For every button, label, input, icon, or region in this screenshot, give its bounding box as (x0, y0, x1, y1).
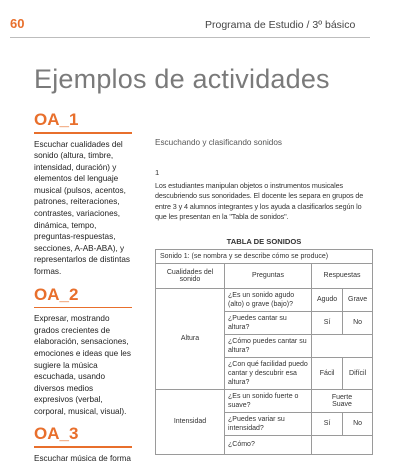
column-header: Preguntas (225, 263, 312, 288)
question-cell: ¿Es un sonido agudo (alto) o grave (bajo)? (225, 288, 312, 311)
question-cell: ¿Cómo puedes cantar su altura? (225, 334, 312, 357)
column-header: Respuestas (312, 263, 373, 288)
answer-option: Fuerte (331, 393, 353, 401)
activity-title: Escuchando y clasificando sonidos (155, 138, 282, 147)
answer-option: Suave (332, 400, 352, 408)
answer-cell: Sí (312, 412, 343, 435)
table-prompt: Sonido 1: (se nombra y se describe cómo se produce) (156, 249, 373, 263)
page-heading: Ejemplos de actividades (34, 64, 330, 94)
table-row (156, 288, 373, 311)
objective-divider (34, 307, 132, 309)
objective-text: Escuchar cualidades del sonido (altura, timbre, intensidad, duración) y elementos del lenguaje musical (pulsos, acentos, patrones, reiteraciones, contrastes, variaciones, dinámica, tempo, preguntas-respuestas, secciones, A-AB-ABA), y representarlos de distintas formas. (34, 139, 131, 277)
objective-title: OA_1 (34, 110, 79, 129)
answer-cell: Agudo (312, 288, 343, 311)
answer-cell (312, 334, 373, 357)
step-number: 1 (155, 168, 160, 177)
header-divider (10, 37, 370, 38)
table-title: TABLA DE SONIDOS (226, 236, 302, 246)
answer-cell: Grave (343, 288, 373, 311)
page-number: 60 (10, 16, 25, 31)
quality-cell: Intensidad (156, 389, 225, 454)
answer-cell: Sí (312, 311, 343, 334)
objective-oa2 (34, 285, 132, 418)
objectives-column (34, 110, 132, 472)
objective-text: Expresar, mostrando grados crecientes de elaboración, sensaciones, emociones e ideas que les sugiere la música escuchada, usando diversos medios expresivos (verbal, corporal, musical, visual). (34, 314, 131, 416)
objective-oa3 (34, 424, 132, 464)
quality-cell: Altura (156, 288, 225, 389)
objective-divider (34, 132, 132, 134)
question-cell: ¿Cómo? (225, 435, 312, 454)
table-row (156, 389, 373, 412)
question-cell: ¿Puedes cantar su altura? (225, 311, 312, 334)
answer-cell: Fácil (312, 357, 343, 389)
sound-table (155, 249, 373, 455)
answer-cell (312, 389, 373, 412)
objective-text: Escuchar música de forma (34, 453, 131, 463)
objective-oa1 (34, 110, 132, 278)
activity-column (155, 138, 373, 455)
objective-title: OA_3 (34, 424, 79, 444)
objective-title: OA_2 (34, 284, 79, 304)
objective-divider (34, 446, 132, 448)
answer-cell: Difícil (343, 357, 373, 389)
question-cell: ¿Con qué facilidad puedo cantar y descubrir esa altura? (225, 357, 312, 389)
question-cell: ¿Puedes variar su intensidad? (225, 412, 312, 435)
question-cell: ¿Es un sonido fuerte o suave? (225, 389, 312, 412)
answer-cell: No (343, 311, 373, 334)
answer-cell (312, 435, 373, 454)
header-title: Programa de Estudio / 3º básico (205, 19, 356, 31)
column-header: Cualidades del sonido (156, 263, 225, 288)
step-text: Los estudiantes manipulan objetos o instrumentos musicales descubriendo sus sonoridades. El docente les separa en grupos de entre 3 y 4 alumnos integrantes y los ayuda a clasificarlos según lo que les presentan en la "Tabla de sonidos". (155, 181, 364, 222)
answer-cell: No (343, 412, 373, 435)
